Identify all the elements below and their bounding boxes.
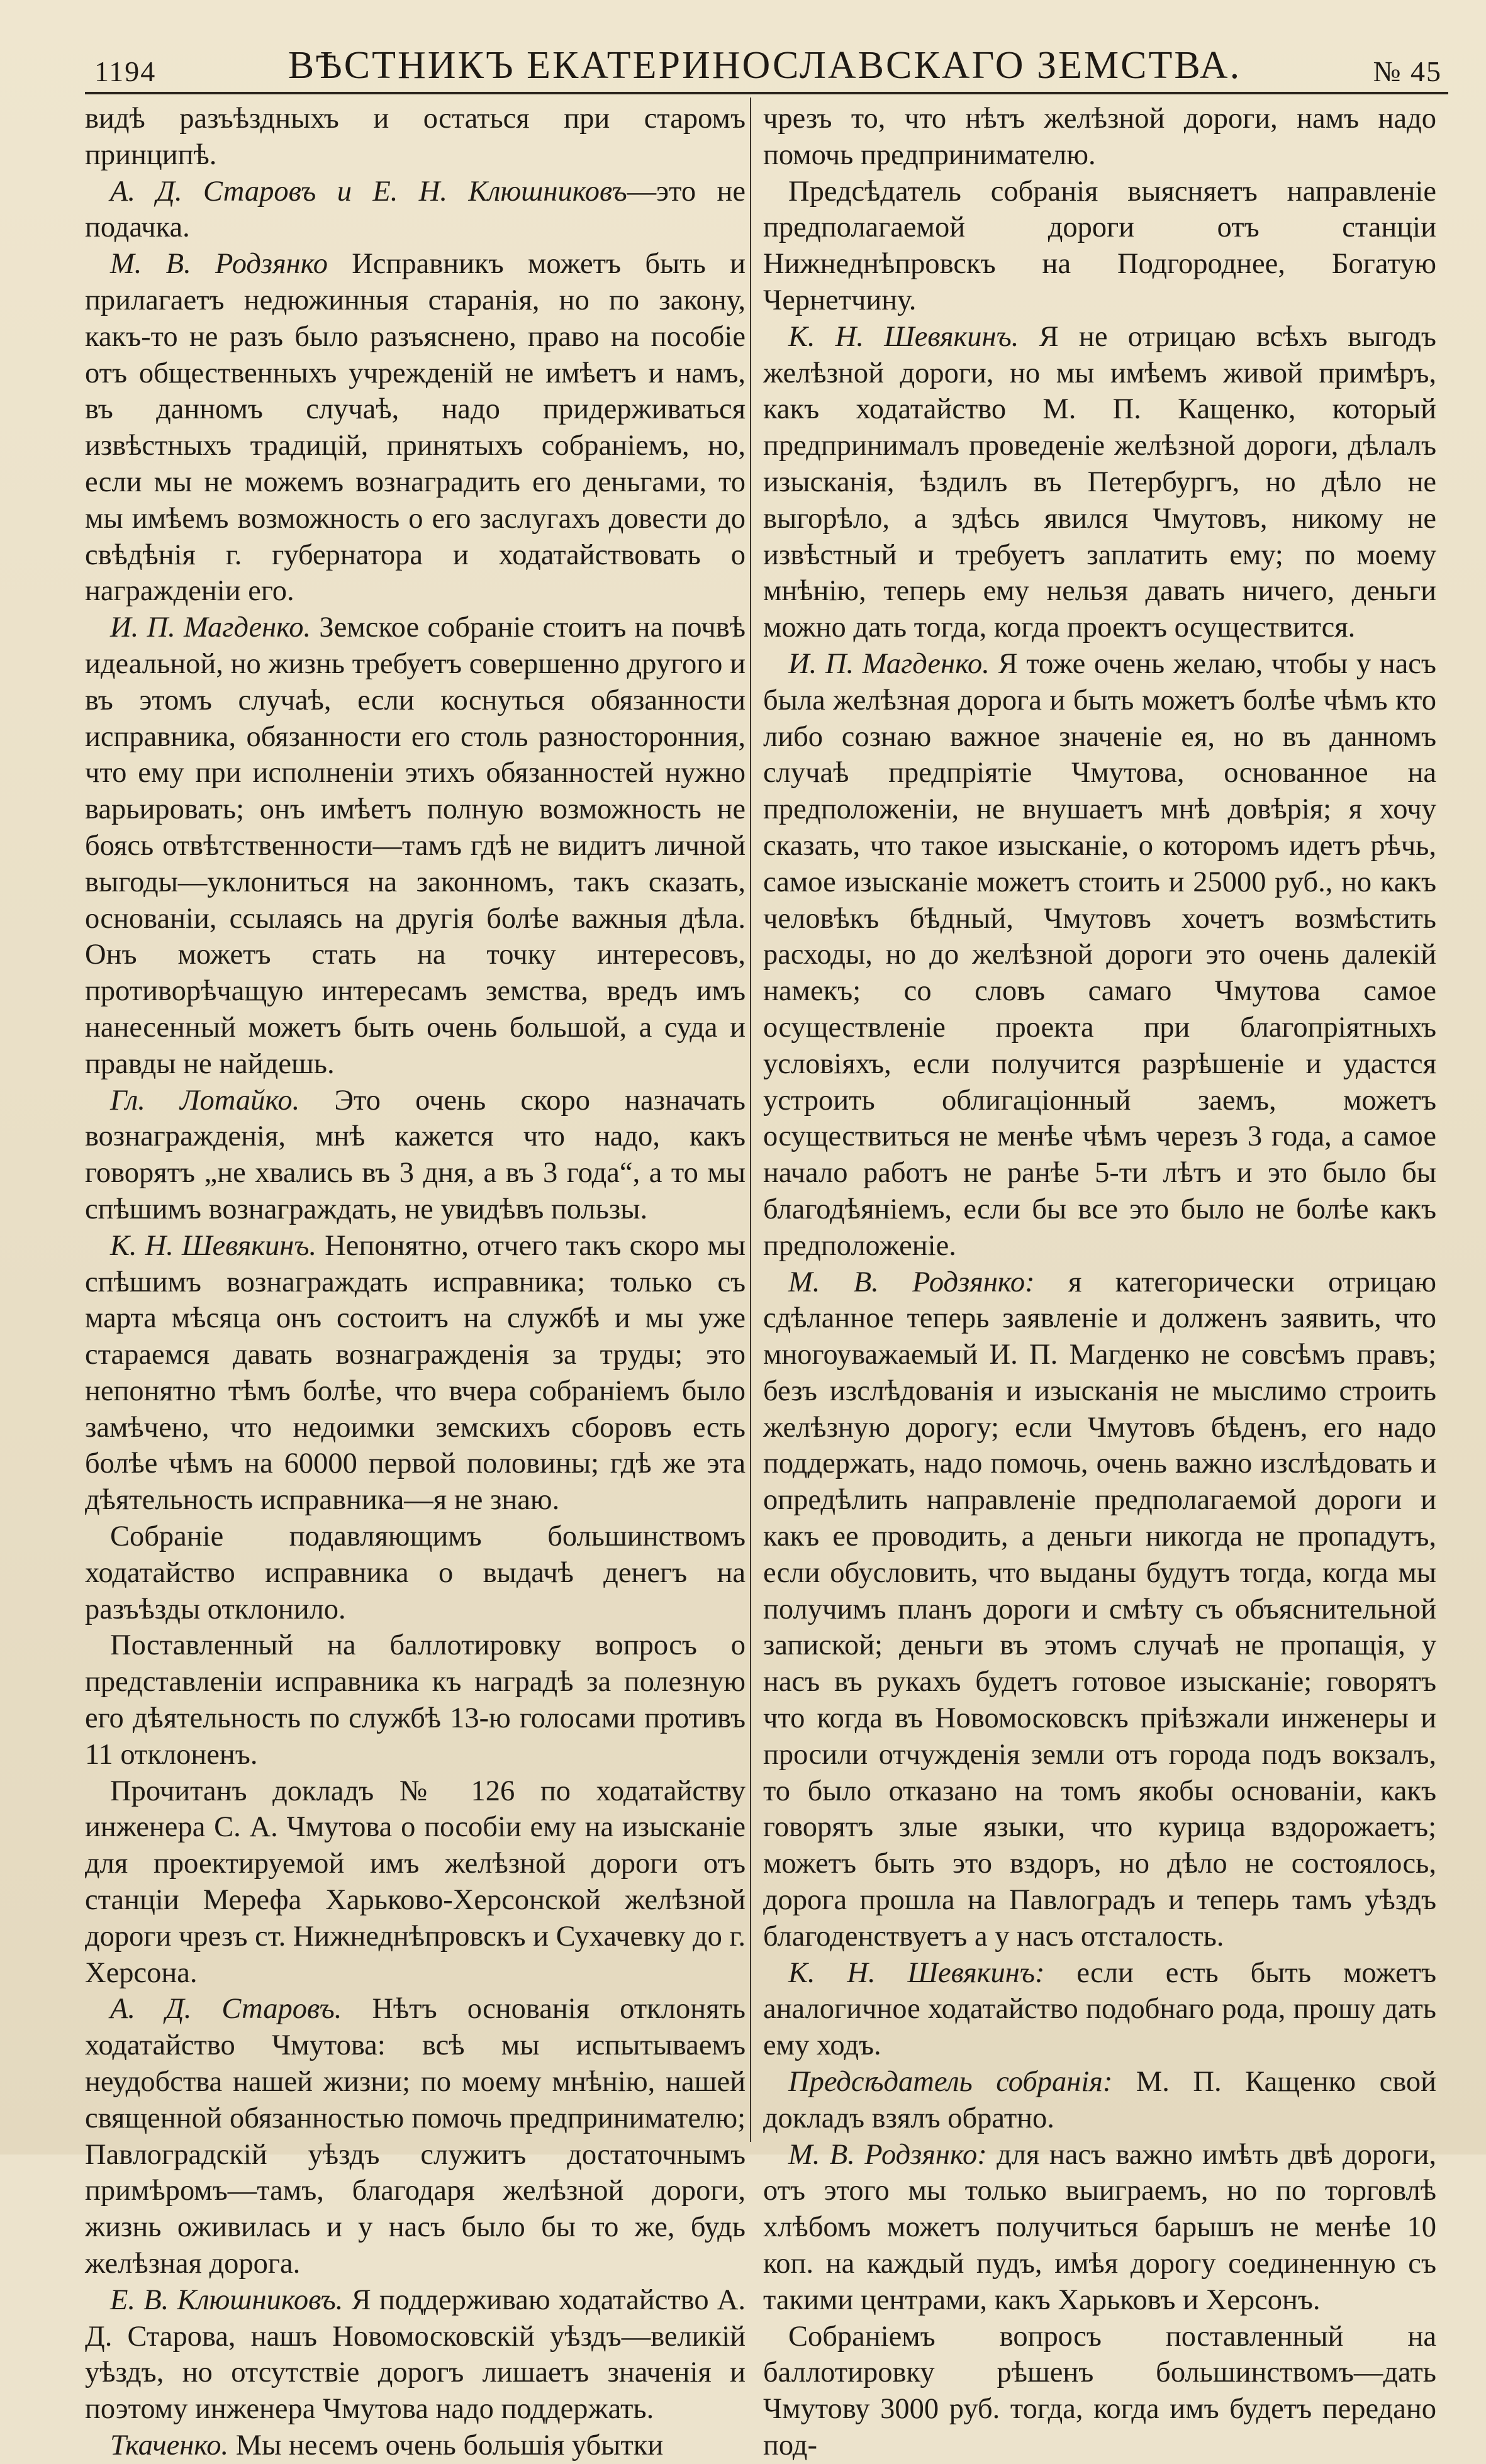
paragraph bbox=[763, 174, 1436, 319]
paragraph-text: Нѣтъ основанія отклонять ходатайство Чмутова: всѣ мы испытываемъ неудобства нашей жизни; по моему мнѣнію, нашей священной обязанностью помочь предпринимателю; Павлоградскій уѣздъ служитъ достаточнымъ примѣромъ—тамъ, благодаря желѣзной дороги, жизнь оживилась и у насъ было бы то же, будь желѣзная дорога. bbox=[85, 1993, 746, 2280]
paragraph bbox=[85, 101, 746, 174]
speaker-name: М. В. Родзянко: bbox=[788, 2138, 987, 2171]
paragraph bbox=[85, 2282, 746, 2428]
paragraph-text: Поставленный на баллотировку вопросъ о представленіи исправника къ наградѣ за полезную его дѣятельность по службѣ 13-ю голосами противъ 11 отклоненъ. bbox=[85, 1629, 746, 1771]
speaker-name: Е. В. Клюшниковъ. bbox=[110, 2283, 344, 2316]
paragraph-text: М. П. Кащенко свой докладъ взялъ обратно. bbox=[763, 2066, 1436, 2134]
running-title: ВѢСТНИКЪ ЕКАТЕРИНОСЛАВСКАГО ЗЕМСТВА. bbox=[288, 44, 1242, 87]
paragraph bbox=[763, 2064, 1436, 2137]
speaker-name: И. П. Магденко. bbox=[788, 647, 990, 680]
paragraph bbox=[763, 2319, 1436, 2464]
paragraph-text: Собраніемъ вопросъ поставленный на баллотировку рѣшенъ большинствомъ—дать Чмутову 3000 руб. тогда, когда имъ будетъ передано под- bbox=[763, 2320, 1436, 2461]
paragraph bbox=[763, 1955, 1436, 2064]
paragraph bbox=[85, 1083, 746, 1228]
paragraph-text: Предсѣдатель собранія выясняетъ направленіе предполагаемой дороги отъ станціи Нижнеднѣпровскъ на Подгороднее, Богатую Чернетчину. bbox=[763, 175, 1436, 316]
speaker-name: М. В. Родзянко bbox=[110, 248, 328, 281]
paragraph bbox=[85, 246, 746, 610]
right-column bbox=[763, 101, 1436, 2464]
speaker-name: Ткаченко. bbox=[110, 2429, 229, 2461]
paragraph-text: Я не отрицаю всѣхъ выгодъ желѣзной дороги, но мы имѣемъ живой примѣръ, какъ ходатайство М. П. Кащенко, который предпринималъ проведеніе желѣзной дороги, дѣлалъ изысканія, ѣздилъ въ Петербургъ, но дѣло не выгорѣло, а здѣсь явился Чмутовъ, никому не извѣстный и требуетъ заплатить ему; по моему мнѣнію, теперь ему нельзя давать ничего, деньги можно дать тогда, когда проектъ осуществится. bbox=[763, 320, 1436, 644]
column-divider bbox=[750, 98, 751, 2142]
speaker-name: Гл. Лотайко. bbox=[110, 1084, 300, 1117]
speaker-name: А. Д. Старовъ. bbox=[110, 1993, 342, 2026]
paragraph bbox=[763, 1264, 1436, 1955]
paragraph-text: Я тоже очень желаю, чтобы у насъ была желѣзная дорога и быть можетъ болѣе чѣмъ кто либо сознаю важное значеніе ея, но въ данномъ случаѣ предпріятіе Чмутова, основанное на предположеніи, не внушаетъ мнѣ довѣрія; я хочу сказать, что такое изысканіе, о которомъ идетъ рѣчь, самое изысканіе можетъ стоить и 25000 руб., но какъ человѣкъ бѣдный, Чмутовъ хочетъ возмѣстить расходы, но до желѣзной дороги это очень далекій намекъ; со словъ самаго Чмутова самое осуществленіе проекта при благопріятныхъ условіяхъ, если получится разрѣшеніе и удастся устроить облигаціонный заемъ, можетъ осуществиться не менѣе чѣмъ черезъ 3 года, а самое начало работъ не ранѣе 5-ти лѣтъ и это было бы благодѣяніемъ, если бы все это было не болѣе какъ предположеніе. bbox=[763, 647, 1436, 1262]
paragraph bbox=[763, 101, 1436, 174]
paragraph-text: Земское собраніе стоитъ на почвѣ идеальной, но жизнь требуетъ совершенно другого и въ этомъ случаѣ, если коснуться обязанности исправника, обязанности его столь разносторонния, что ему при исполненіи этихъ обязанностей нужно варьировать; онъ имѣетъ полную возможность не боясь отвѣтственности—тамъ гдѣ не видитъ личной выгоды—уклониться на законномъ, такъ сказать, основаніи, ссылаясь на другія болѣе важныя дѣла. Онъ можетъ стать на точку интересовъ, противорѣчащую интересамъ земства, вредъ имъ нанесенный можетъ быть очень большой, а суда и правды не найдешь. bbox=[85, 611, 746, 1080]
page-header bbox=[94, 13, 1442, 88]
paragraph bbox=[85, 1773, 746, 1992]
paragraph-text: чрезъ то, что нѣтъ желѣзной дороги, намъ надо помочь предпринимателю. bbox=[763, 103, 1436, 171]
paragraph bbox=[85, 1519, 746, 1627]
paragraph bbox=[85, 1627, 746, 1773]
speaker-name: К. Н. Шевякинъ. bbox=[788, 320, 1019, 353]
paragraph bbox=[85, 1991, 746, 2282]
page-number: 1194 bbox=[94, 55, 157, 87]
paragraph-text: я категорически отрицаю сдѣланное теперь заявленіе и долженъ заявить, что многоуважаемый И. П. Магденко не совсѣмъ правъ; безъ изслѣдованія и изысканія не мыслимо строить желѣзную дорогу; если Чмутовъ бѣденъ, его надо поддержать, надо помочь, очень важно изслѣдовать и опредѣлить направленіе предполагаемой дороги и какъ ее проводить, а деньги никогда не пропадутъ, если обусловить, что выданы будутъ тогда, когда мы получимъ планъ дороги и смѣту съ объяснительной запиской; деньги въ этомъ случаѣ не пропащія, у насъ въ рукахъ будетъ готовое изысканіе; говорятъ что когда въ Новомосковскъ пріѣзжали инженеры и просили отчужденія земли отъ города подъ вокзалъ, то было отказано на томъ якобы основаніи, какъ говорятъ злые языки, что курица вздорожаетъ; можетъ быть это вздоръ, но дѣло не состоялось, дорога прошла на Павлоградъ и теперь тамъ уѣздъ благоденствуетъ а у насъ отсталость. bbox=[763, 1266, 1436, 1953]
paragraph bbox=[85, 1228, 746, 1519]
paragraph-text: Я поддерживаю ходатайство А. Д. Старова, нашъ Новомосковскій уѣздъ—великій уѣздъ, но отсутствіе дорогъ лишаетъ значенія и поэтому инженера Чмутова надо поддержать. bbox=[85, 2283, 746, 2426]
paragraph-text: для насъ важно имѣть двѣ дороги, отъ этого мы только выиграемъ, но по торговлѣ хлѣбомъ можетъ получиться барышъ не менѣе 10 коп. на каждый пудъ, имѣя дорогу соединенную съ такими центрами, какъ Харьковъ и Херсонъ. bbox=[763, 2138, 1436, 2316]
paragraph bbox=[85, 610, 746, 1082]
paragraph bbox=[763, 2137, 1436, 2319]
paragraph-text: Непонятно, отчего такъ скоро мы спѣшимъ вознаграждать исправника; только съ марта мѣсяца онъ состоитъ на службѣ и мы уже стараемся давать вознагражденія за труды; это непонятно тѣмъ болѣе, что вчера собраніемъ было замѣчено, что недоимки земскихъ сборовъ есть болѣе чѣмъ на 60000 первой половины; гдѣ же эта дѣятельность исправника—я не знаю. bbox=[85, 1229, 746, 1517]
speaker-name: И. П. Магденко. bbox=[110, 611, 311, 644]
paragraph-text: —это не подачка. bbox=[85, 175, 746, 244]
paragraph-text: Это очень скоро назначать вознагражденія, мнѣ кажется что надо, какъ говорятъ „не хвались въ 3 дня, а въ 3 года“, а то мы спѣшимъ вознаграждать, не увидѣвъ пользы. bbox=[85, 1084, 746, 1225]
paragraph-text: если есть быть можетъ аналогичное ходатайство подобнаго рода, прошу дать ему ходъ. bbox=[763, 1956, 1436, 2062]
paragraph bbox=[763, 319, 1436, 646]
speaker-name: А. Д. Старовъ и Е. Н. Клюшниковъ bbox=[110, 175, 627, 208]
left-column bbox=[85, 101, 746, 2464]
issue-number: № 45 bbox=[1373, 55, 1442, 87]
paragraph-text: Мы несемъ очень большія убытки bbox=[228, 2429, 664, 2461]
speaker-name: Предсѣдатель собранія: bbox=[788, 2066, 1113, 2099]
paragraph-text: Исправникъ можетъ быть и прилагаетъ недюжинныя старанія, но по закону, какъ-то не разъ было разъяснено, право на пособіе отъ общественныхъ учрежденій не имѣетъ и намъ, въ данномъ случаѣ, надо придерживаться извѣстныхъ традицій, принятыхъ собраніемъ, но, если мы не можемъ вознаградить его деньгами, то мы имѣемъ возможность о его заслугахъ довести до свѣдѣнія г. губернатора и ходатайствовать о награжденіи его. bbox=[85, 248, 746, 608]
paragraph-text: Собраніе подавляющимъ большинствомъ ходатайство исправника о выдачѣ денегъ на разъѣзды отклонило. bbox=[85, 1520, 746, 1625]
speaker-name: К. Н. Шевякинъ: bbox=[788, 1956, 1045, 1989]
header-rule bbox=[85, 92, 1448, 94]
paragraph bbox=[85, 2428, 746, 2464]
paragraph bbox=[85, 174, 746, 247]
paragraph-text: Прочитанъ докладъ № 126 по ходатайству инженера С. А. Чмутова о пособіи ему на изысканіе для проектируемой имъ желѣзной дороги отъ станціи Мерефа Харьково-Херсонской желѣзной дороги чрезъ ст. Нижнеднѣпровскъ и Сухачевку до г. Херсона. bbox=[85, 1775, 746, 1989]
paragraph bbox=[763, 646, 1436, 1264]
paragraph-text: видѣ разъѣздныхъ и остаться при старомъ принципѣ. bbox=[85, 103, 746, 171]
speaker-name: К. Н. Шевякинъ. bbox=[110, 1229, 317, 1262]
speaker-name: М. В. Родзянко: bbox=[788, 1266, 1035, 1298]
